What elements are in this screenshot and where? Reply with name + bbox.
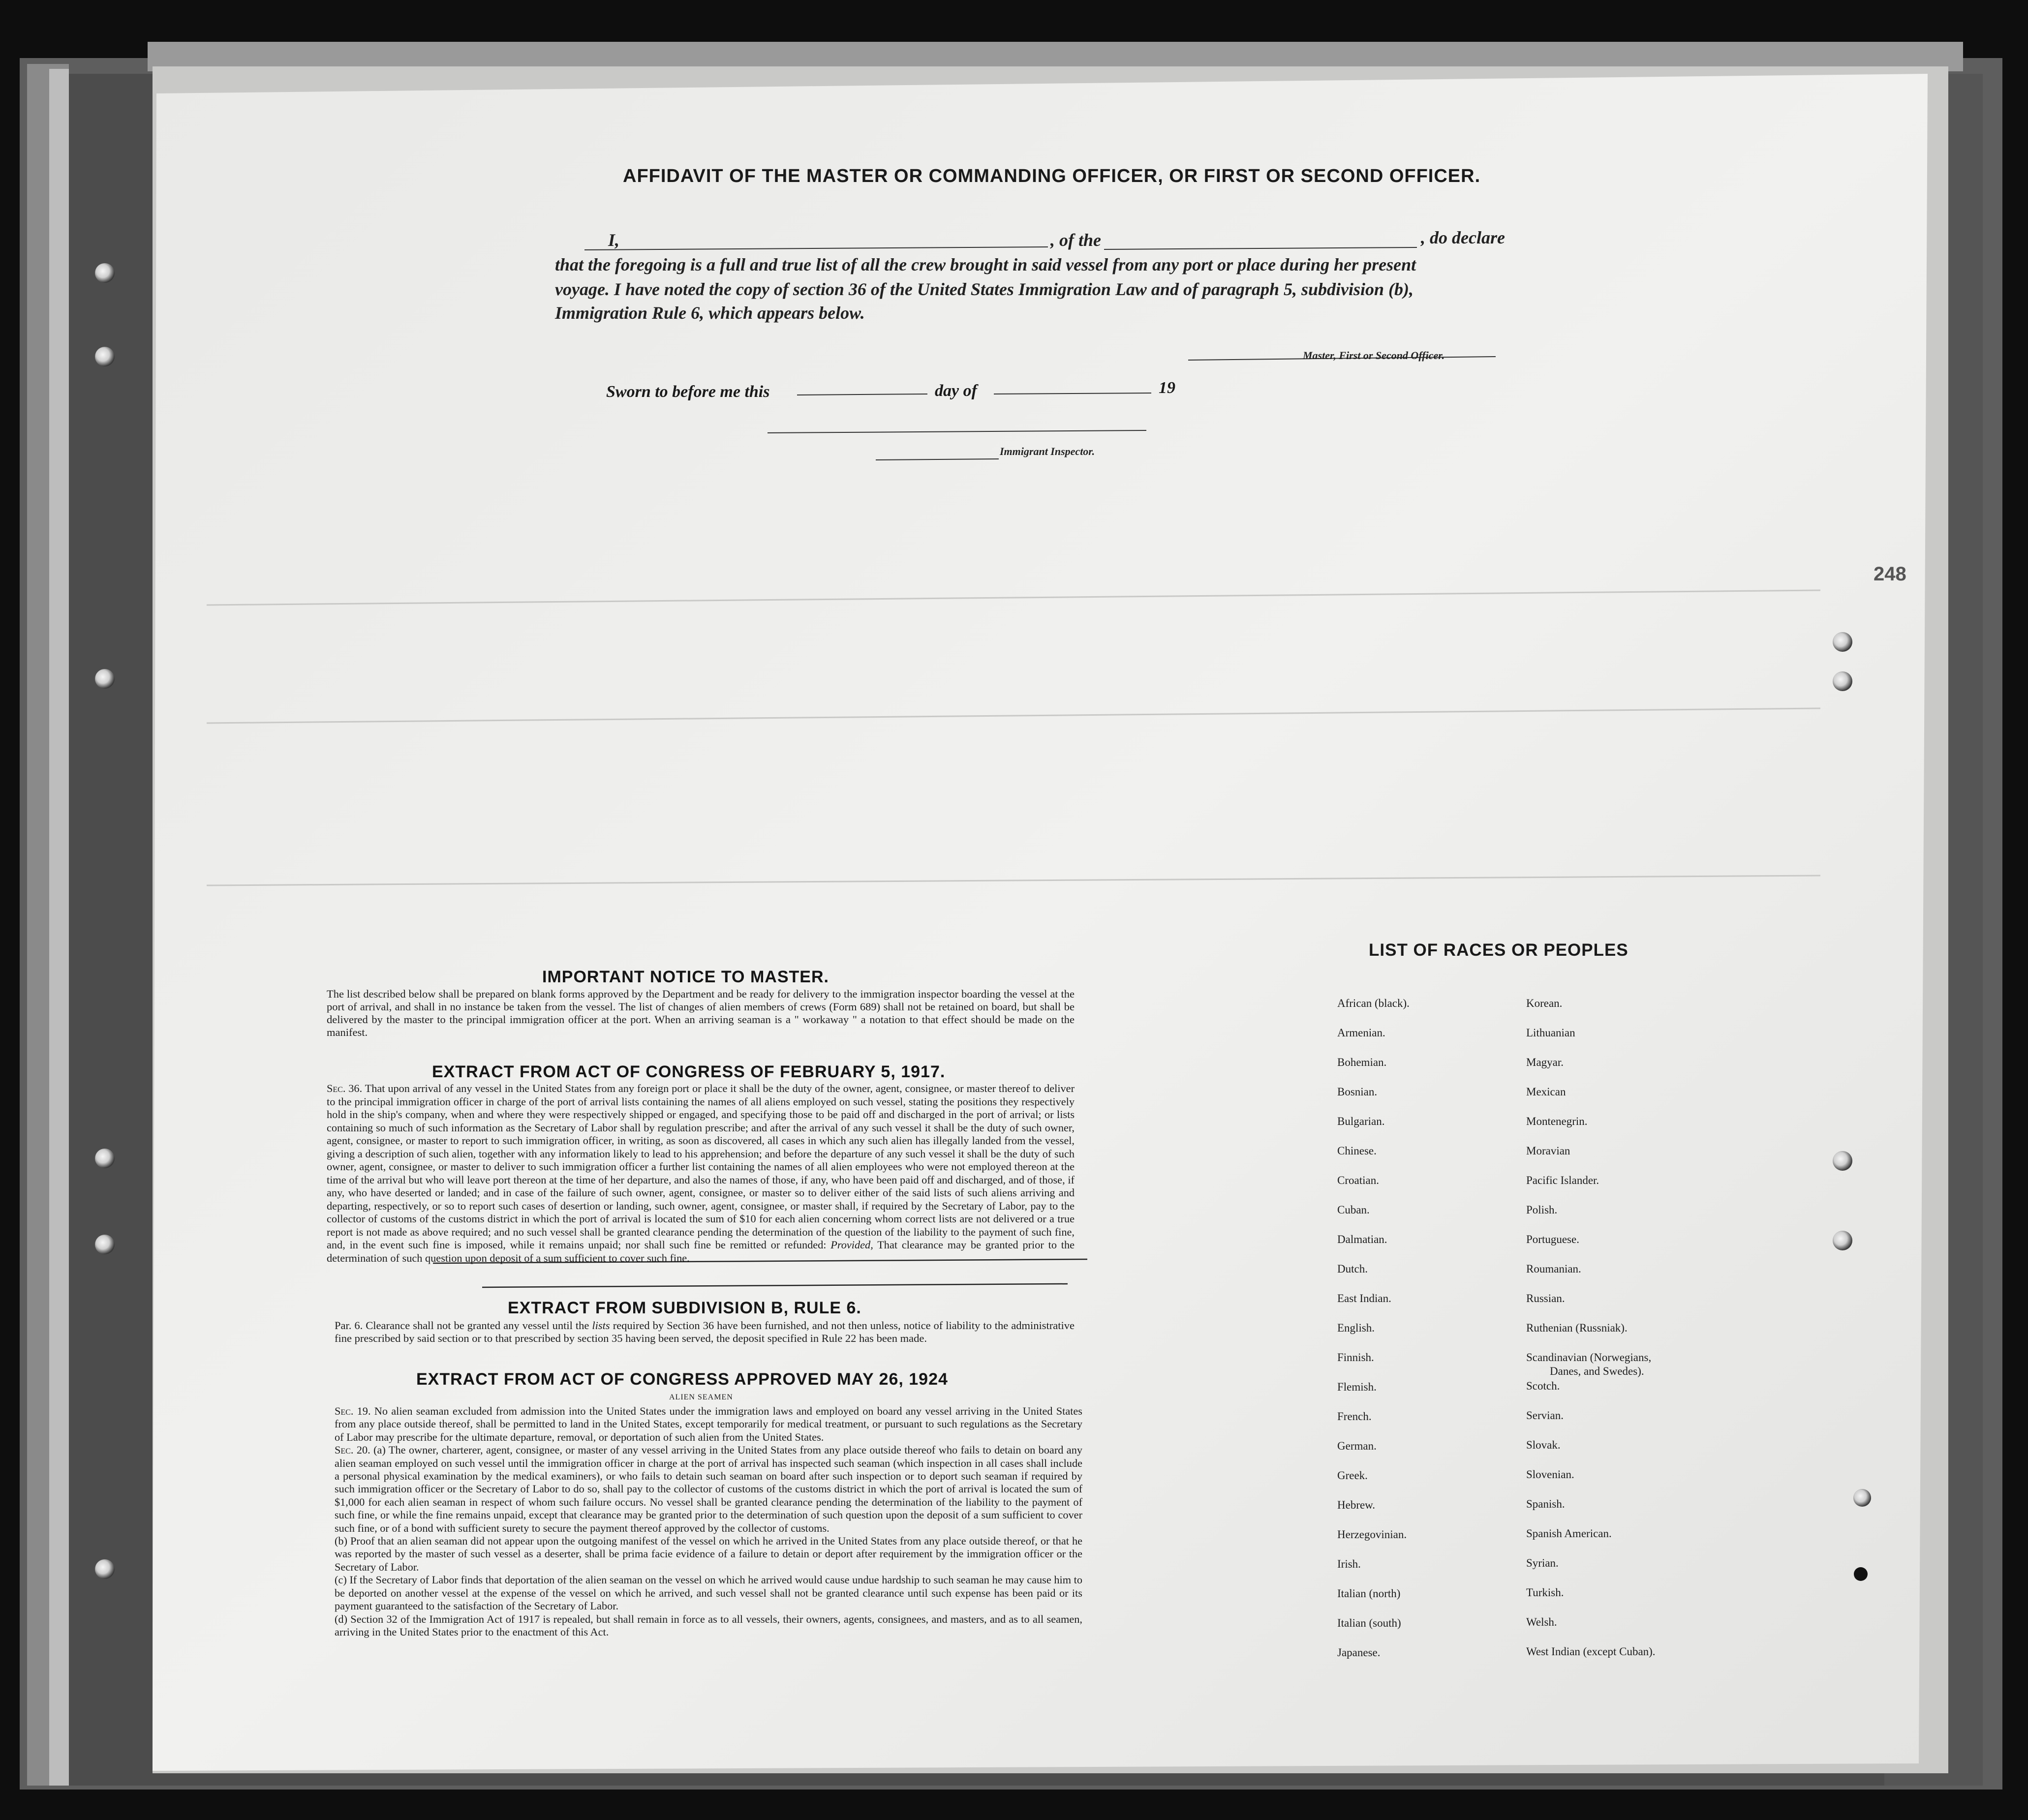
affidavit-line-2: that the foregoing is a full and true list of all the crew brought in said vessel from any port or place during her present	[555, 255, 1416, 274]
race-item-left: East Indian.	[1337, 1292, 1391, 1304]
master-signature-caption: Master, First or Second Officer.	[1303, 349, 1445, 362]
race-item-left: Dalmatian.	[1337, 1233, 1387, 1245]
race-item-right: West Indian (except Cuban).	[1526, 1645, 1656, 1658]
race-item-right: Mexican	[1526, 1086, 1566, 1098]
race-item-right: Danes, and Swedes).	[1550, 1365, 1644, 1377]
race-item-left: Croatian.	[1337, 1174, 1379, 1186]
race-item-right: Roumanian.	[1526, 1263, 1581, 1275]
race-item-left: Herzegovinian.	[1337, 1528, 1407, 1541]
sec-20c-paragraph: (c) If the Secretary of Labor finds that deportation of the alien seaman on the vessel on which he arrived would cause undue hardship to such seaman he may cause him to be deported on another vessel at the expense of the vessel on which he arrived, and such vessel shall not be granted clearance until such expense has been paid or its payment guaranteed to the satisfaction of the Secretary of Labor.	[335, 1574, 1082, 1612]
extract-1924-subtitle: ALIEN SEAMEN	[669, 1393, 733, 1401]
race-item-left: German.	[1337, 1440, 1377, 1452]
subdivision-b-text	[335, 1319, 1075, 1345]
race-item-left: Dutch.	[1337, 1263, 1368, 1275]
extract-1917-proviso: Provided,	[830, 1239, 873, 1251]
race-item-right: Servian.	[1526, 1409, 1564, 1422]
race-item-left: French.	[1337, 1410, 1372, 1423]
affidavit-line-3: voyage. I have noted the copy of section 36 of the United States Immigration Law and of paragraph 5, subdivision (b),	[555, 279, 1413, 299]
sec-19-text: No alien seaman excluded from admission into the United States under the immigration laws and employed on board any vessel arriving in the United States from any place outside thereof, shall be permitted to land in the United States, except temporarily for medical treatment, or pursuant to such regulations as the Secretary of Labor may prescribe for the ultimate departure, removal, or deportation of such alien from the United States.	[335, 1405, 1082, 1443]
notice-text: The list described below shall be prepared on blank forms approved by the Department and be ready for delivery to the immigration inspector boarding the vessel at the port of arrival, and shall in no instance be taken from the vessel. The list of changes of alien members of crews (Form 689) shall not be retained on board, but shall be delivered by the master to the principal immigration officer at the port. When an arriving seaman is a " workaway " a notation to that effect should be made on the manifest.	[327, 988, 1075, 1038]
race-item-left: Greek.	[1337, 1469, 1368, 1482]
affidavit-do-declare: , do declare	[1421, 228, 1505, 247]
extract-1917-body-end: That clearance may be granted prior to the determination of such question upon deposit of a sum sufficient to cover such fine.	[327, 1239, 1075, 1264]
race-item-right: Spanish.	[1526, 1498, 1565, 1510]
notice-title: IMPORTANT NOTICE TO MASTER.	[542, 968, 829, 986]
race-item-left: Japanese.	[1337, 1646, 1381, 1659]
race-item-right: Polish.	[1526, 1204, 1558, 1216]
page-number-stamp: 248	[1874, 563, 1906, 585]
sworn-text: Sworn to before me this	[606, 383, 770, 401]
extract-1924-title: EXTRACT FROM ACT OF CONGRESS APPROVED MAY 26, 1924	[416, 1370, 948, 1389]
sec-20a-text: (a) The owner, charterer, agent, consignee, or master of any vessel arriving in the United States from any place outside thereof who fails to detain on board any alien seaman employed on such vessel until the immigration officer in charge at the port of arrival has inspected such seaman (which inspection in all cases shall include a personal physical examination by the medical examiners), or who fails to detain such seaman on board after such inspection or to deport such seaman if required by such immigration officer or the Secretary of Labor to do so, shall pay to the collector of customs of the customs district in which the port of arrival is located the sum of $1,000 for each alien seaman in respect of whom such failure occurs. No vessel shall be granted clearance pending the determination of the liability to the payment of such fine, or while the fine remains unpaid, except that clearance may be granted prior to the determination of such question upon the deposit of a sum sufficient to cover such fine, or of a bond with sufficient surety to secure the payment thereof approved by the collector of customs.	[335, 1444, 1082, 1534]
race-item-left: Italian (south)	[1337, 1617, 1401, 1629]
subdivision-b-lists: lists	[592, 1319, 610, 1332]
sec-20-label: Sec. 20.	[335, 1444, 370, 1456]
race-item-right: Portuguese.	[1526, 1233, 1579, 1245]
race-item-right: Slovenian.	[1526, 1468, 1574, 1481]
sec-19-paragraph	[335, 1405, 1082, 1444]
affidavit-of-the: , of the	[1050, 230, 1101, 250]
race-item-left: Italian (north)	[1337, 1587, 1401, 1600]
extract-1917-text	[327, 1082, 1075, 1265]
race-item-right: Montenegrin.	[1526, 1115, 1588, 1127]
race-item-right: Scandinavian (Norwegians,	[1526, 1351, 1652, 1364]
subdivision-b-text-b: required by Section 36 have been furnished, and not then unless, notice of liability to the administrative fine prescribed by said section or to that prescribed by section 35 having been served, the deposit specified in Rule 22 has been made.	[335, 1319, 1075, 1344]
affidavit-line-4: Immigration Rule 6, which appears below.	[555, 303, 865, 323]
race-item-right: Lithuanian	[1526, 1027, 1575, 1039]
race-item-left: Bosnian.	[1337, 1086, 1378, 1098]
race-item-left: Bulgarian.	[1337, 1115, 1385, 1127]
race-item-left: African (black).	[1337, 997, 1410, 1009]
race-item-right: Moravian	[1526, 1145, 1570, 1157]
extract-1924-text	[335, 1405, 1082, 1638]
race-item-left: Bohemian.	[1337, 1056, 1387, 1068]
race-item-right: Ruthenian (Russniak).	[1526, 1322, 1628, 1334]
race-item-left: Chinese.	[1337, 1145, 1377, 1157]
affidavit-i: I,	[608, 230, 620, 250]
race-item-right: Syrian.	[1526, 1557, 1559, 1569]
race-item-left: Armenian.	[1337, 1027, 1385, 1039]
subdivision-b-text-a: Par. 6. Clearance shall not be granted any vessel until the	[335, 1319, 589, 1332]
affidavit-title: AFFIDAVIT OF THE MASTER OR COMMANDING OFFICER, OR FIRST OR SECOND OFFICER.	[623, 166, 1481, 186]
race-item-right: Pacific Islander.	[1526, 1174, 1599, 1186]
sec-20b-paragraph: (b) Proof that an alien seaman did not appear upon the outgoing manifest of the vessel on which he arrived in the United States from any place outside thereof, or that he was reported by the master of such vessel as a deserter, shall be prima facie evidence of a failure to detain or deport after requirement by the immigration officer or the Secretary of Labor.	[335, 1535, 1082, 1573]
subdivision-b-title: EXTRACT FROM SUBDIVISION B, RULE 6.	[508, 1299, 861, 1317]
race-item-left: Irish.	[1337, 1558, 1361, 1570]
race-item-right: Slovak.	[1526, 1439, 1561, 1451]
race-item-right: Magyar.	[1526, 1056, 1564, 1068]
extract-1917-body: That upon arrival of any vessel in the United States from any foreign port or place it shall be the duty of the owner, agent, consignee, or master thereof to deliver to the principal immigration officer in charge of the port of arrival lists containing the names of all aliens employed on such vessel, stating the positions they respectively hold in the ship's company, when and where they were respectively shipped or engaged, and specifying those to be paid off and discharged in the port of arrival; or lists containing so much of such information as the Secretary of Labor shall by regulation prescribe; and after the arrival of any such vessel it shall be the duty of such owner, agent, consignee, or master to report to such immigration officer, in writing, as soon as discovered, all cases in which any such alien has illegally landed from the vessel, giving a description of such alien, together with any information likely to lead to his apprehension; and before the departure of any such vessel it shall be the duty of such owner, agent, consignee, or master to deliver to such immigration officer a further list containing the names of all alien employees who were not employed thereon at the time of the arrival but who will leave port thereon at the time of her departure, and also the names of those, if any, who have been paid off and discharged, and of those, if any, who have deserted or landed; and in case of the failure of such owner, agent, consignee, or master so to deliver either of the said lists of such aliens arriving and departing, respectively, or so to report such cases of desertion or landing, such owner, agent, consignee, or master shall, if required by the Secretary of Labor, pay to the collector of customs of the customs district in which the port of arrival is located the sum of $10 for each alien concerning whom correct lists are not delivered or a true report is not made as above required; and no such vessel shall be granted clearance pending the determination of the question of the liability to the payment of such fine, and, in the event such fine is imposed, while it remains unpaid; nor shall such fine be remitted or refunded:	[327, 1082, 1075, 1251]
sworn-day-of: day of	[935, 382, 977, 400]
extract-1917-section-label: Sec. 36.	[327, 1082, 363, 1094]
sec-19-label: Sec. 19.	[335, 1405, 371, 1417]
race-item-left: Cuban.	[1337, 1204, 1370, 1216]
sworn-year-prefix: 19	[1159, 379, 1175, 397]
race-item-right: Spanish American.	[1526, 1527, 1612, 1540]
race-item-left: Hebrew.	[1337, 1499, 1376, 1511]
race-item-left: English.	[1337, 1322, 1375, 1334]
race-item-right: Russian.	[1526, 1292, 1565, 1304]
races-title: LIST OF RACES OR PEOPLES	[1369, 940, 1629, 960]
sec-20a-paragraph	[335, 1444, 1082, 1535]
inspector-caption: Immigrant Inspector.	[1000, 445, 1095, 457]
sec-20d-paragraph: (d) Section 32 of the Immigration Act of 1917 is repealed, but shall remain in force as to all vessels, their owners, agents, consignees, and masters, and as to all seamen, arriving in the United States prior to the enactment of this Act.	[335, 1612, 1082, 1638]
extract-1917-title: EXTRACT FROM ACT OF CONGRESS OF FEBRUARY 5, 1917.	[432, 1062, 946, 1081]
race-item-left: Flemish.	[1337, 1381, 1377, 1393]
race-item-right: Welsh.	[1526, 1616, 1557, 1628]
race-item-left: Finnish.	[1337, 1351, 1374, 1364]
race-item-right: Scotch.	[1526, 1380, 1560, 1392]
race-item-right: Korean.	[1526, 997, 1563, 1009]
race-item-right: Turkish.	[1526, 1586, 1564, 1599]
